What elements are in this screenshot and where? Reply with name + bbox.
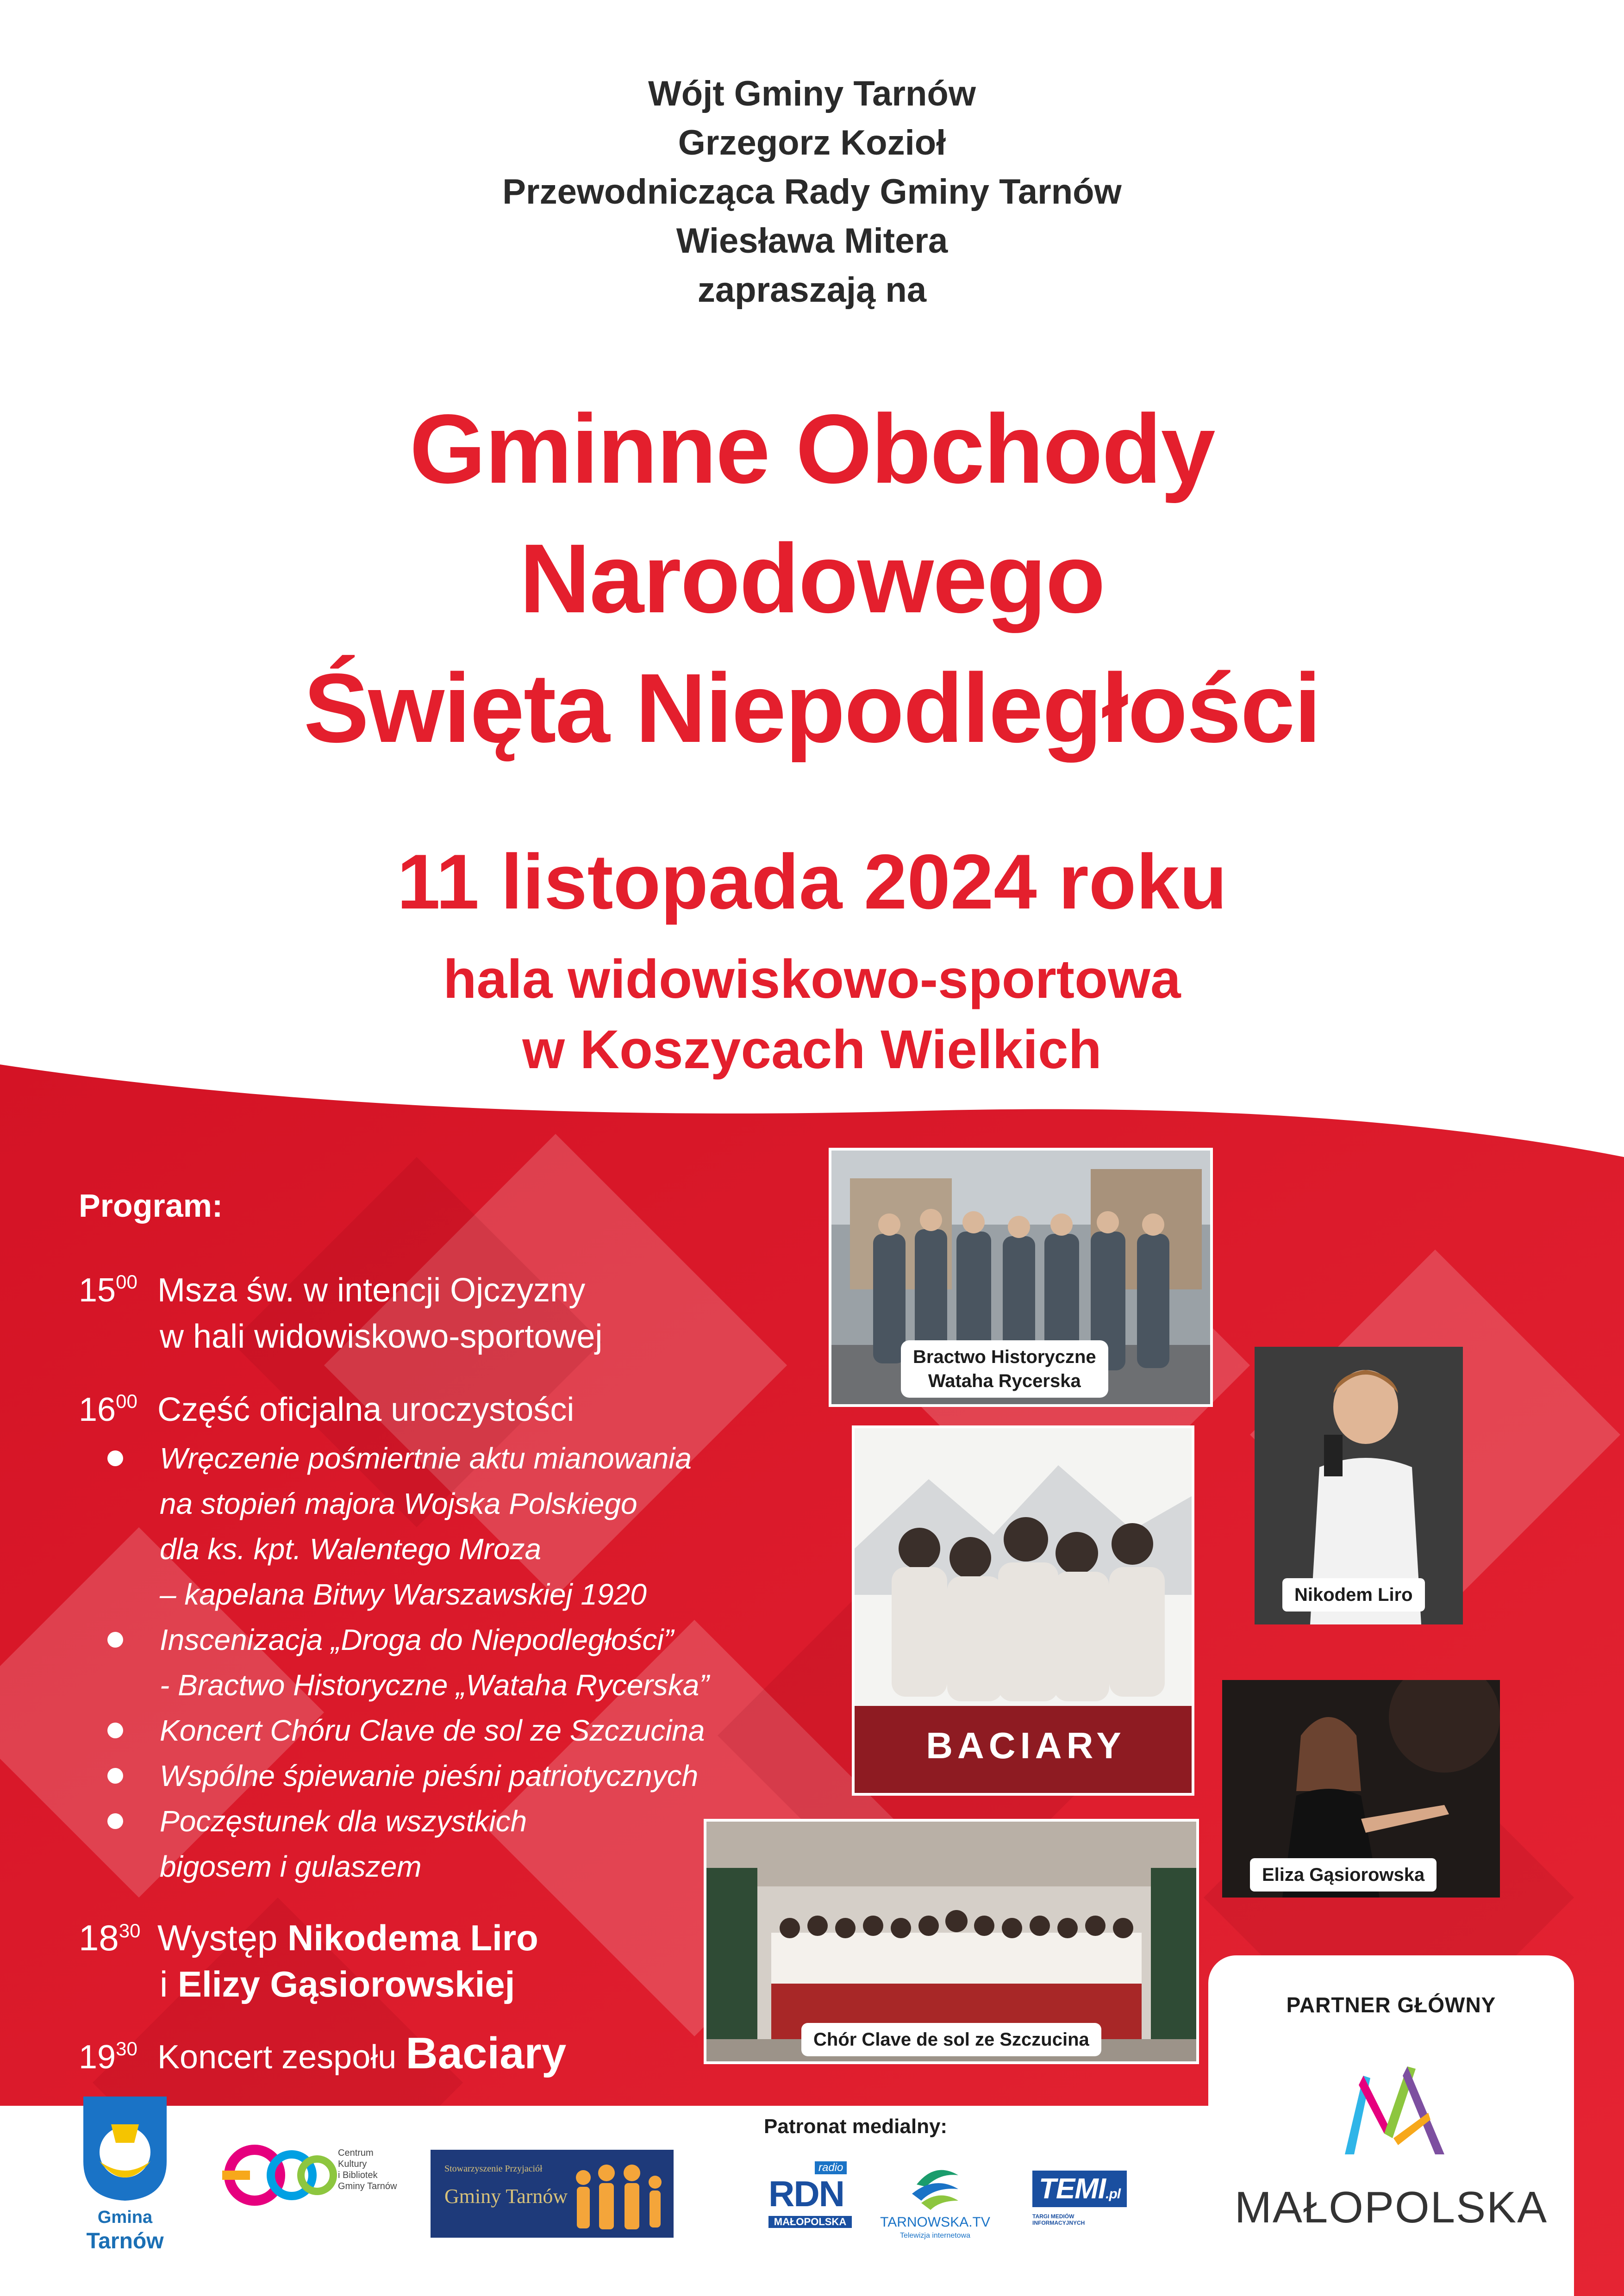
list-item	[79, 1617, 819, 1708]
photo-bractwo	[829, 1148, 1213, 1407]
photo-nikodem	[1255, 1347, 1463, 1624]
event-venue	[0, 944, 1624, 1085]
hour: 15	[79, 1272, 116, 1309]
photo-eliza	[1222, 1680, 1500, 1898]
title-line: Gminne Obchody	[409, 394, 1215, 504]
baciary-logo: BACIARY	[926, 1725, 1126, 1766]
entry-time	[79, 1259, 157, 1313]
ckib-logo-icon	[222, 2138, 338, 2212]
list-item	[79, 1708, 819, 1753]
bullet-icon	[107, 1768, 123, 1784]
stow-small-label: Stowarzyszenie Przyjaciół	[444, 2164, 543, 2174]
event-date: 11 listopada 2024 roku	[397, 838, 1227, 925]
caption-line: Wataha Rycerska	[928, 1371, 1081, 1391]
entry-text: Część oficjalna uroczystości	[157, 1391, 575, 1428]
gmina-tarnow-crest-icon	[79, 2092, 171, 2203]
list-item	[79, 1436, 819, 1617]
photo-caption: Nikodem Liro	[1282, 1578, 1425, 1612]
bullet-icon	[107, 1813, 123, 1829]
temi-sub: TARGI MEDIÓW INFORMACYJNYCH	[1032, 2213, 1085, 2226]
temi-logo	[1032, 2171, 1125, 2226]
temi-suffix: .pl	[1106, 2186, 1121, 2202]
entry-text: Koncert zespołu	[157, 2039, 406, 2076]
entry-text: Msza św. w intencji Ojczyzny	[157, 1272, 586, 1309]
performer-name: Nikodema Liro	[287, 1917, 538, 1958]
main-partner-box	[1208, 1955, 1574, 2296]
ckib-line: Kultury	[338, 2159, 367, 2169]
ckib-line: i Bibliotek	[338, 2170, 378, 2180]
host-line: Wiesława Mitera	[676, 221, 948, 261]
rdn-radio-label: radio	[815, 2161, 847, 2174]
malopolska-logo-icon	[1338, 2057, 1449, 2159]
bullet-text: na stopień majora Wojska Polskiego	[160, 1487, 637, 1520]
title-line: Narodowego	[519, 523, 1105, 633]
bullet-icon	[107, 1723, 123, 1738]
host-line: Grzegorz Kozioł	[678, 123, 946, 162]
media-patronage-label: Patronat medialny:	[764, 2115, 948, 2138]
entry-text: i	[160, 1964, 178, 2004]
bullet-text: Poczęstunek dla wszystkich	[160, 1804, 527, 1838]
host-line: Wójt Gminy Tarnów	[648, 74, 976, 113]
family-figures-icon	[569, 2159, 667, 2233]
rdn-sub: MAŁOPOLSKA	[768, 2216, 852, 2228]
photo-baciary	[852, 1425, 1194, 1796]
tarnowska-label: TARNOWSKA.TV	[880, 2215, 990, 2230]
minutes: 30	[116, 2038, 137, 2060]
venue-line: w Koszycach Wielkich	[522, 1019, 1102, 1080]
entry-time	[79, 1378, 157, 1433]
venue-line: hala widowiskowo-sportowa	[443, 949, 1181, 1010]
ckib-line: Gminy Tarnów	[338, 2181, 397, 2191]
ckib-line: Centrum	[338, 2148, 374, 2158]
temi-name	[1032, 2171, 1127, 2207]
bullet-text: bigosem i gulaszem	[160, 1850, 422, 1883]
minutes: 00	[116, 1390, 137, 1412]
minutes: 00	[116, 1271, 137, 1293]
stow-name-label: Gminy Tarnów	[444, 2185, 568, 2208]
program-heading: Program:	[79, 1188, 223, 1224]
tarnowska-tv-logo-icon	[907, 2157, 963, 2212]
band-name: Baciary	[406, 2028, 567, 2078]
host-line: zapraszają na	[697, 270, 927, 310]
title-line: Święta Niepodległości	[303, 653, 1321, 763]
bullet-icon	[107, 1632, 123, 1648]
rdn-logo	[768, 2161, 852, 2231]
gmina-label-line: Tarnów	[86, 2229, 164, 2253]
temi-word: TEMI	[1039, 2173, 1106, 2205]
hour: 18	[79, 1917, 119, 1958]
photo-caption: Chór Clave de sol ze Szczucina	[801, 2023, 1101, 2056]
minutes: 30	[119, 1920, 141, 1941]
photo-choir	[704, 1819, 1199, 2064]
bullet-text: - Bractwo Historyczne „Wataha Rycerska”	[160, 1668, 709, 1702]
ckib-label	[338, 2147, 397, 2192]
hosts-block	[0, 69, 1624, 315]
rdn-name: RDN	[768, 2173, 844, 2214]
event-title	[0, 384, 1624, 773]
bullet-icon	[107, 1450, 123, 1466]
bullet-text: dla ks. kpt. Walentego Mroza	[160, 1532, 542, 1566]
host-line: Przewodnicząca Rady Gminy Tarnów	[502, 172, 1122, 212]
program-entry	[79, 1259, 819, 1360]
performer-name: Elizy Gąsiorowskiej	[178, 1964, 515, 2004]
entry-time	[79, 2026, 157, 2080]
partner-name: MAŁOPOLSKA	[1234, 2183, 1548, 2232]
caption-line: Bractwo Historyczne	[913, 1347, 1096, 1367]
bullet-text: – kapelana Bitwy Warszawskiej 1920	[160, 1578, 647, 1611]
bullet-text: Koncert Chóru Clave de sol ze Szczucina	[160, 1714, 705, 1747]
entry-time	[79, 1908, 157, 1961]
bullet-text: Wspólne śpiewanie pieśni patriotycznych	[160, 1759, 699, 1792]
tarnowska-sub: Telewizja internetowa	[899, 2232, 971, 2240]
entry-text: Występ	[157, 1917, 288, 1958]
hour: 16	[79, 1391, 116, 1428]
program-entry	[79, 1378, 819, 1433]
gmina-tarnow-label	[69, 2205, 181, 2253]
list-item	[79, 1753, 819, 1798]
hour: 19	[79, 2039, 116, 2076]
bullet-text: Wręczenie pośmiertnie aktu mianowania	[160, 1442, 692, 1475]
bullet-text: Inscenizacja „Droga do Niepodległości”	[160, 1623, 674, 1656]
gmina-label-line: Gmina	[97, 2208, 153, 2227]
stowarzyszenie-logo	[431, 2150, 674, 2238]
photo-caption	[901, 1340, 1108, 1398]
partner-label: PARTNER GŁÓWNY	[1286, 1993, 1496, 2017]
entry-text: w hali widowiskowo-sportowej	[160, 1318, 603, 1355]
photo-caption: Eliza Gąsiorowska	[1250, 1858, 1437, 1892]
